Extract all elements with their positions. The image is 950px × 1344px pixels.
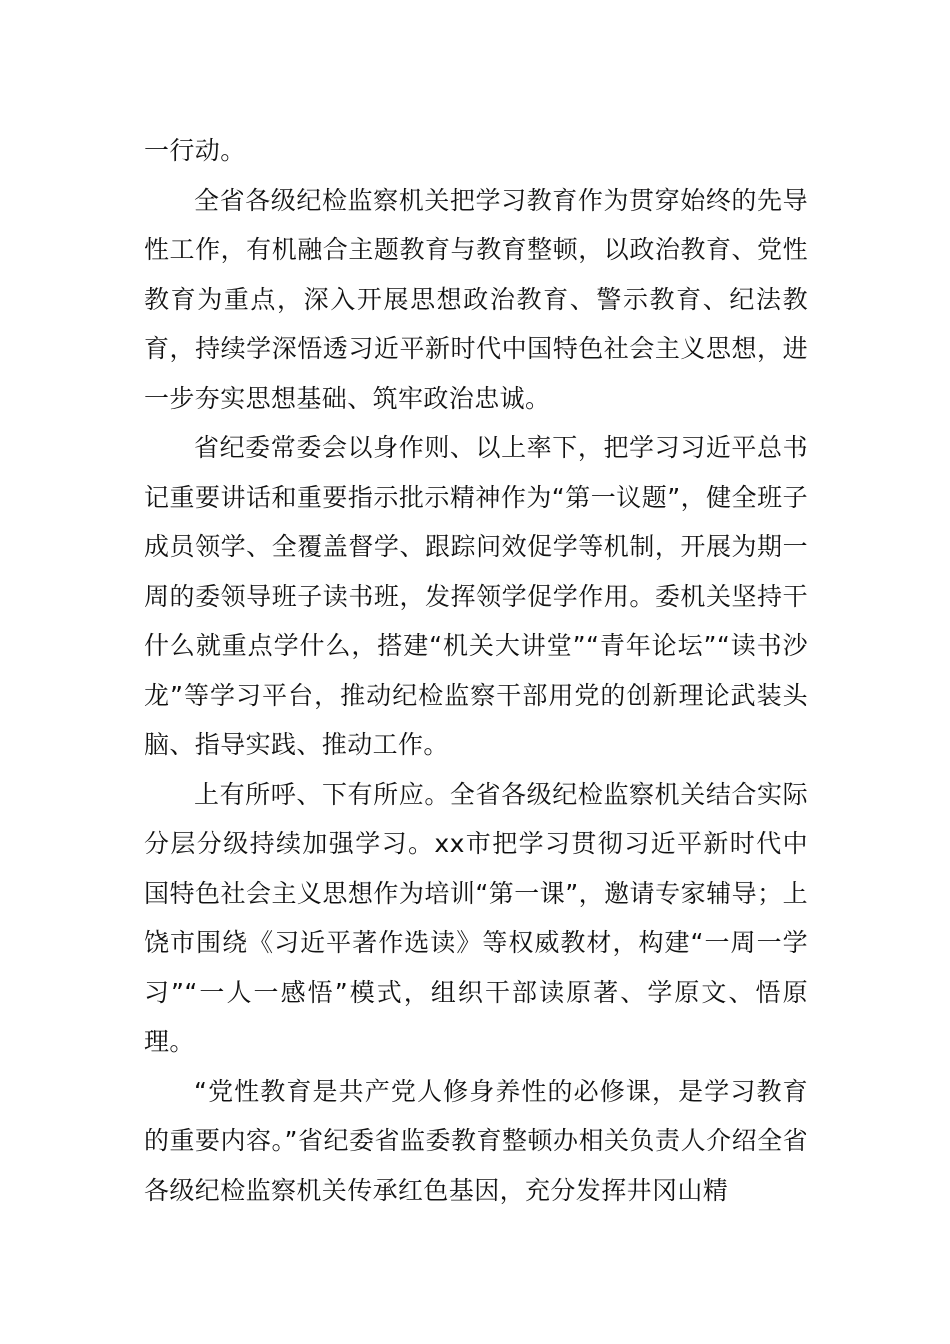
paragraph-continuation: 一行动。 xyxy=(144,136,246,165)
paragraph-party-spirit-education: “党性教育是共产党人修身养性的必修课，是学习教育的重要内容。”省纪委省监委教育整顿办相关负责人介绍全省各级纪检监察机关传承红色基因，充分发挥井冈山精 xyxy=(144,1076,808,1205)
paragraph-standing-committee: 省纪委常委会以身作则、以上率下，把学习习近平总书记重要讲话和重要指示批示精神作为“第一议题”，健全班子成员领学、全覆盖督学、跟踪问效促学等机制，开展为期一周的委领导班子读书班，发挥领学促学作用。委机关坚持干什么就重点学什么，搭建“机关大讲堂”“青年论坛”“读书沙龙”等学习平台，推动纪检监察干部用党的创新理论武装头脑、指导实践、推动工作。 xyxy=(144,433,808,759)
paragraph-learning-education: 全省各级纪检监察机关把学习教育作为贯穿始终的先导性工作，有机融合主题教育与教育整顿，以政治教育、党性教育为重点，深入开展思想政治教育、警示教育、纪法教育，持续学深悟透习近平新时代中国特色社会主义思想，进一步夯实思想基础、筑牢政治忠诚。 xyxy=(144,185,808,413)
document-body xyxy=(144,126,808,1215)
paragraph-layered-learning: 上有所呼、下有所应。全省各级纪检监察机关结合实际分层分级持续加强学习。xx市把学习贯彻习近平新时代中国特色社会主义思想作为培训“第一课”，邀请专家辅导；上饶市围绕《习近平著作选读》等权威教材，构建“一周一学习”“一人一感悟”模式，组织干部读原著、学原文、悟原理。 xyxy=(144,779,808,1056)
